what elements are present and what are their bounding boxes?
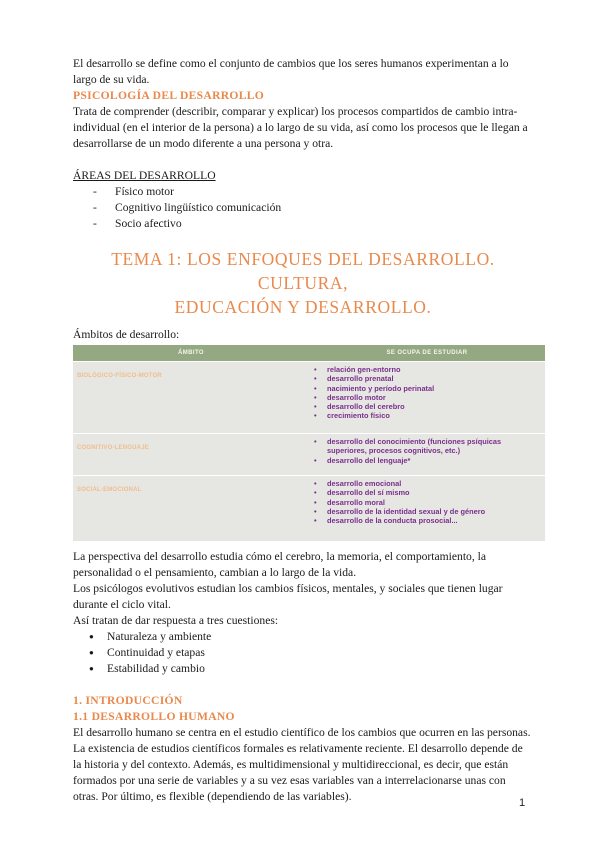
list-item: • desarrollo motor — [313, 393, 541, 402]
section1-heading: 1. INTRODUCCIÓN — [73, 694, 183, 707]
list-item: • desarrollo del cerebro — [313, 402, 541, 411]
tema-title — [73, 247, 533, 319]
table-header: SE OCUPA DE ESTUDIAR — [309, 345, 545, 362]
list-item: • desarrollo del conocimiento (funciones psíquicas superiores, procesos cognitivos, etc.) — [313, 437, 541, 456]
page-number: 1 — [519, 797, 526, 809]
cuestiones-lead: Así tratan de dar respuesta a tres cuestiones: — [73, 614, 279, 627]
list-item: - Físico motor — [93, 184, 533, 200]
table-cell-area: BIOLÓGICO-FÍSICO-MOTOR — [73, 362, 309, 434]
list-item: • crecimiento físico — [313, 411, 541, 420]
tema-title-line: TEMA 1: LOS ENFOQUES DEL DESARROLLO. CULTURA, — [111, 249, 495, 293]
document-page — [73, 56, 533, 805]
tema-title-line: EDUCACIÓN Y DESARROLLO. — [174, 297, 432, 317]
table-cell-studies — [309, 362, 545, 434]
section1-paragraph: El desarrollo humano se centra en el estudio científico de los cambios que ocurren en las personas. La existencia de estudios científicos formales es relativamente reciente. El desarrollo depende de la historia y del contexto. Además, es multidimensional y multidireccional, es decir, que están formados por una serie de variables y a su vez esas variables van a interrelacionarse unas con otras. Por último, es flexible (dependiendo de las variables). — [73, 726, 531, 803]
table-header: ÁMBITO — [73, 345, 309, 362]
section1-subheading: 1.1 DESARROLLO HUMANO — [73, 710, 235, 723]
areas-heading: ÁREAS DEL DESARROLLO — [73, 169, 216, 182]
list-item: ● Estabilidad y cambio — [89, 661, 533, 677]
list-item: • nacimiento y período perinatal — [313, 384, 541, 393]
psicologos-paragraph: Los psicólogos evolutivos estudian los cambios físicos, mentales, y sociales que tienen lugar durante el ciclo vital. — [73, 582, 503, 611]
list-item: • desarrollo del sí mismo — [313, 488, 541, 497]
areas-list — [73, 184, 533, 232]
table-row — [73, 434, 545, 476]
list-item: • desarrollo de la identidad sexual y de género — [313, 507, 541, 516]
ambitos-label: Ámbitos de desarrollo: — [73, 328, 180, 341]
ambitos-table — [73, 345, 545, 541]
list-item: - Socio afectivo — [93, 216, 533, 232]
psicologia-paragraph: Trata de comprender (describir, comparar y explicar) los procesos compartidos de cambio intra-individual (en el interior de la persona) a lo largo de su vida, así como los procesos que le llegan a desarrollarse de un modo diferente a una persona y otra. — [73, 105, 528, 150]
table-cell-area: SOCIAL-EMOCIONAL — [73, 476, 309, 542]
perspectiva-paragraph: La perspectiva del desarrollo estudia cómo el cerebro, la memoria, el comportamiento, la personalidad o el pensamiento, cambian a lo largo de la vida. — [73, 550, 487, 579]
psicologia-heading: PSICOLOGÍA DEL DESARROLLO — [73, 89, 265, 102]
list-item: • desarrollo prenatal — [313, 374, 541, 383]
list-item: • desarrollo emocional — [313, 479, 541, 488]
list-item: • relación gen-entorno — [313, 365, 541, 374]
list-item: - Cognitivo lingüístico comunicación — [93, 200, 533, 216]
list-item: • desarrollo de la conducta prosocial... — [313, 516, 541, 525]
list-item: • desarrollo moral — [313, 498, 541, 507]
table-cell-studies — [309, 434, 545, 476]
table-cell-studies — [309, 476, 545, 542]
list-item: ● Naturaleza y ambiente — [89, 629, 533, 645]
cuestiones-list — [73, 629, 533, 677]
table-row — [73, 476, 545, 542]
intro-paragraph: El desarrollo se define como el conjunto de cambios que los seres humanos experimentan a lo largo de su vida. — [73, 57, 509, 86]
table-row — [73, 362, 545, 434]
list-item: ● Continuidad y etapas — [89, 645, 533, 661]
table-cell-area: COGNITIVO-LENGUAJE — [73, 434, 309, 476]
list-item: • desarrollo del lenguaje* — [313, 456, 541, 465]
